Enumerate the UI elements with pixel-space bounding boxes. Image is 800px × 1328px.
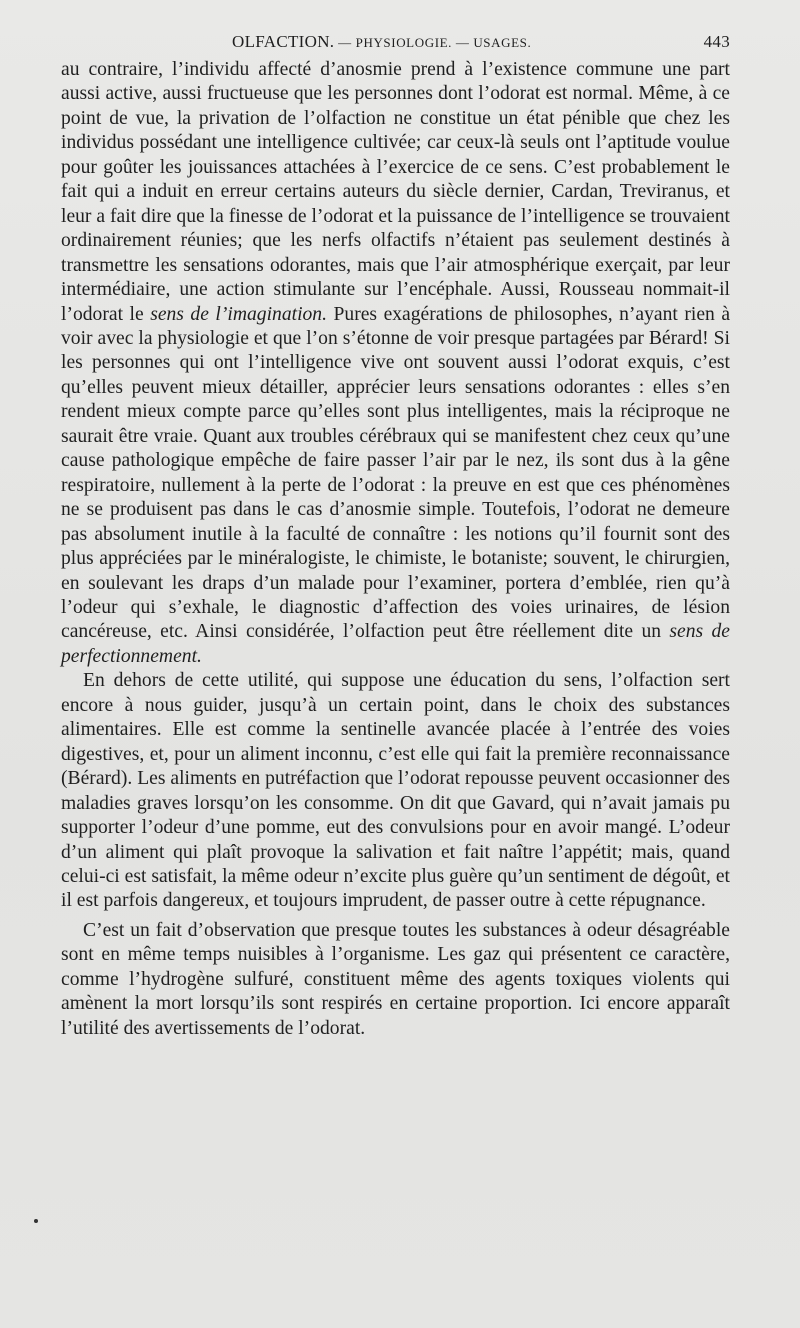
running-title-main: OLFACTION. (232, 32, 335, 51)
ink-spot (34, 1219, 38, 1223)
paragraph-2: En dehors de cette utilité, qui suppose une éducation du sens, l’olfaction sert encore à nous guider, jusqu’à un certain point, dans le choix des substances alimentaires. Elle est comme la sentinelle avancée placée à l’entrée des voies digestives, et, pour un aliment inconnu, c’est elle qui fait la première reconnaissance (Bérard). Les aliments en putréfaction que l’odorat repousse peuvent occasionner des maladies graves lorsqu’on les consomme. On dit que Gavard, qui n’avait jamais pu supporter l’odeur d’une pomme, eut des convulsions pour en avoir mangé. L’odeur d’un aliment qui plaît provoque la salivation et fait naître l’appétit; mais, quand celui-ci est satisfait, la même odeur n’excite plus guère qu’un sentiment de dégoût, et il est parfois dangereux, et toujours imprudent, de passer outre à cette répugnance. (61, 670, 730, 912)
paragraph-1 (61, 58, 730, 669)
paragraph-1-text-b: Pures exagérations de philosophes, n’ayant rien à voir avec la physiologie et que l’on s’étonne de voir presque partagées par Bérard! Si les personnes qui ont l’intelligence vive ont souvent aussi l’odorat exquis, c’est qu’elles peuvent mieux détailler, apprécier leurs sensations odorantes : elles s’en rendent mieux compte parce qu’elles sont plus intelligentes, mais la réciproque ne saurait être vraie. Quant aux troubles cérébraux qui se manifestent chez ceux qu’une cause pathologique empêche de faire passer l’air par le nez, ils sont dus à la gêne respiratoire, nullement à la perte de l’odorat : la preuve en est que ces phénomènes ne se produisent pas dans le cas d’anosmie simple. Toutefois, l’odorat ne demeure pas absolument inutile à la faculté de connaître : les notions qu’il fournit sont des plus appréciées par le minéralogiste, le chimiste, le botaniste; souvent, le chirurgien, en soulevant les draps d’un malade pour l’examiner, portera d’emblée, rien qu’à l’odeur qui s’exhale, le diagnostic d’affection des voies urinaires, de lésion cancéreuse, etc. Ainsi considérée, l’olfaction peut être réellement dite un (61, 303, 731, 643)
paragraph-3: C’est un fait d’observation que presque toutes les substances à odeur désagréable sont en même temps nuisibles à l’organisme. Les gaz qui présentent ce caractère, comme l’hydrogène sulfuré, constituent même des agents toxiques violents qui amènent la mort lorsqu’ils sont respirés en certaine proportion. Ici encore apparaît l’utilité des avertissements de l’odorat. (61, 919, 730, 1039)
running-title-sections: — PHYSIOLOGIE. — USAGES. (334, 35, 532, 50)
page-number: 443 (703, 32, 730, 51)
italic-sens-imagination: sens de l’imagination. (150, 303, 328, 325)
running-header (60, 28, 732, 58)
italic-sens-perfectionnement: sens de perfectionnement. (61, 621, 731, 667)
running-title (232, 32, 531, 52)
paragraph-1-text-a: au contraire, l’individu affecté d’anosmie prend à l’existence commune une part aussi active, aussi fructueuse que les personnes dont l’odorat est normal. Même, à ce point de vue, la privation de l’olfaction ne constitue un état pénible que chez les individus possédant une intelligence cultivée; car ceux-là seuls ont l’aptitude voulue pour goûter les jouissances attachées à l’exercice de ce sens. C’est probablement le fait qui a induit en erreur certains auteurs du siècle dernier, Cardan, Treviranus, et leur a fait dire que la finesse de l’odorat et la puissance de l’intelligence se trouvaient ordinairement réunies; que les nerfs olfactifs n’étaient pas seulement destinés à transmettre les sensations odorantes, mais que l’air atmosphérique exerçait, par leur intermédiaire, une action stimulante sur l’encéphale. Aussi, Rousseau nommait-il l’odorat le (61, 59, 730, 325)
body-text (61, 58, 730, 1041)
